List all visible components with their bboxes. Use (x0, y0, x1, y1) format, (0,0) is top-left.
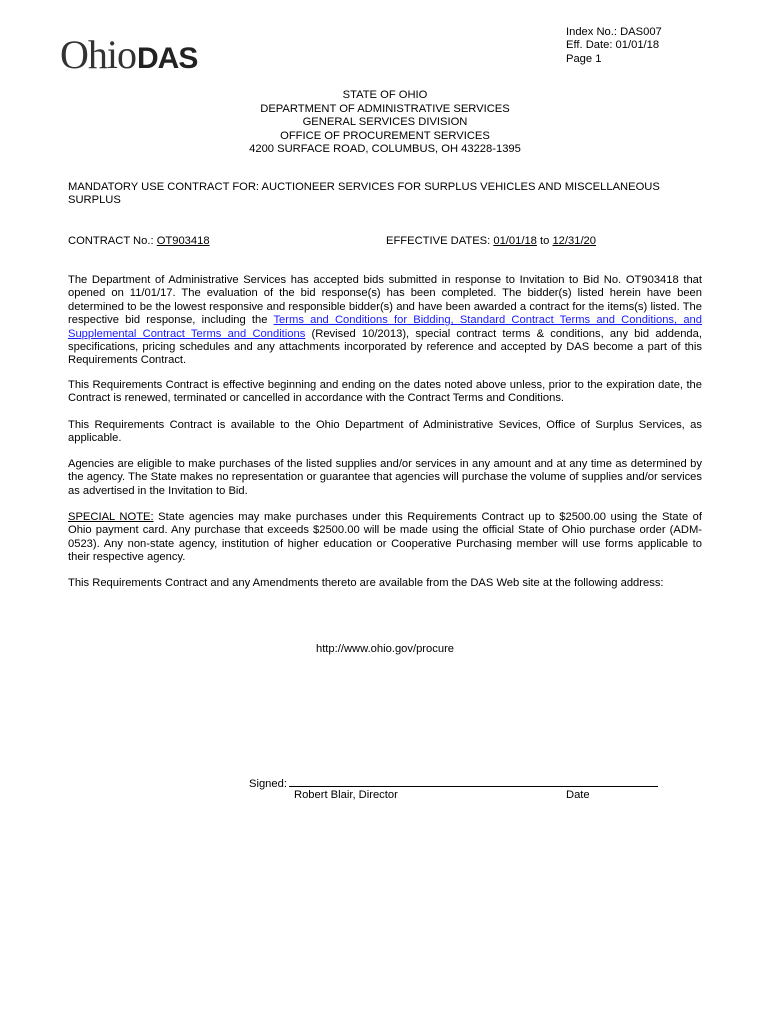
header-address: 4200 SURFACE ROAD, COLUMBUS, OH 43228-1395 (249, 143, 521, 156)
paragraph-availability: This Requirements Contract is available to the Ohio Department of Administrative Sevices, Office of Surplus Services, as applicable. (68, 419, 702, 445)
contract-info-row (68, 235, 708, 249)
signer-name: Robert Blair, Director (294, 789, 398, 801)
paragraph-award-text-b: (Revised 10/2013), special contract terms & conditions, any bid addenda, specifications, pricing schedules and any attachments incorporated by reference and accepted by DAS become a part of this Requirements Contract. (68, 327, 702, 367)
effective-date: Eff. Date: 01/01/18 (566, 39, 660, 52)
effective-date-to: to (536, 235, 553, 247)
paragraph-eligibility: Agencies are eligible to make purchases of the listed supplies and/or services in any amount and at any time as determined by the agency. The State makes no representation or guarantee that agencies will purchase the volume of supplies and/or services as advertised in the Invitation to Bid. (68, 458, 702, 497)
paragraph-web-site: This Requirements Contract and any Amendments thereto are available from the DAS Web site at the following address: (68, 577, 664, 589)
header-office: OFFICE OF PROCUREMENT SERVICES (280, 129, 490, 142)
header-division: GENERAL SERVICES DIVISION (302, 116, 468, 129)
ohio-das-logo (60, 32, 198, 77)
effective-dates (386, 235, 596, 248)
terms-and-conditions-link[interactable]: Terms and Conditions for Bidding, Standard Contract Terms and Conditions, and Supplemental Contract Terms and Conditions (68, 314, 702, 340)
effective-date-start: 01/01/18 (493, 235, 537, 247)
signature-row (249, 775, 669, 789)
procure-url[interactable]: http://www.ohio.gov/procure (315, 643, 455, 655)
contract-no-value: OT903418 (156, 235, 210, 247)
index-block (566, 26, 746, 66)
paragraph-special-note (68, 511, 702, 565)
page-number: Page 1 (566, 52, 602, 65)
paragraph-award-text-a: The Department of Administrative Services has accepted bids submitted in response to Invitation to Bid No. OT903418 that opened on 11/01/17. The evaluation of the bid response(s) has been completed. The bidder(s) listed herein have been determined to be the lowest responsive and responsible bidder(s) and have been awarded a contract for the items(s) listed. The respective bid response, including the (68, 274, 702, 327)
header-state: STATE OF OHIO (342, 89, 428, 101)
logo-das-text: DAS (137, 42, 198, 75)
index-number: Index No.: DAS007 (566, 26, 662, 38)
effective-date-end: 12/31/20 (552, 235, 597, 247)
header-department: DEPARTMENT OF ADMINISTRATIVE SERVICES (260, 102, 510, 115)
paragraph-effective: This Requirements Contract is effective beginning and ending on the dates noted above unless, prior to the expiration date, the Contract is renewed, terminated or cancelled in accordance with the Contract Terms and Conditions. (68, 379, 702, 405)
paragraph-award (68, 274, 702, 368)
signature-line (289, 775, 658, 787)
contract-no-label: CONTRACT No.: (68, 235, 157, 247)
logo-ohio-text: Ohio (60, 32, 136, 77)
letterhead (0, 89, 770, 157)
date-label: Date (566, 789, 590, 801)
effective-dates-label: EFFECTIVE DATES: (386, 235, 494, 247)
special-note-text: State agencies may make purchases under this Requirements Contract up to $2500.00 using the State of Ohio payment card. Any purchase that exceeds $2500.00 will be made using the official State of Ohio purchase order (ADM-0523). Any non-state agency, institution of higher education or Cooperative Purchasing member will use forms applicable to their respective agency. (68, 511, 702, 564)
signed-label: Signed: (249, 778, 287, 790)
special-note-label: SPECIAL NOTE: (68, 511, 154, 523)
contract-title: MANDATORY USE CONTRACT FOR: AUCTIONEER SERVICES FOR SURPLUS VEHICLES AND MISCELLANEOUS SURPLUS (68, 181, 660, 207)
